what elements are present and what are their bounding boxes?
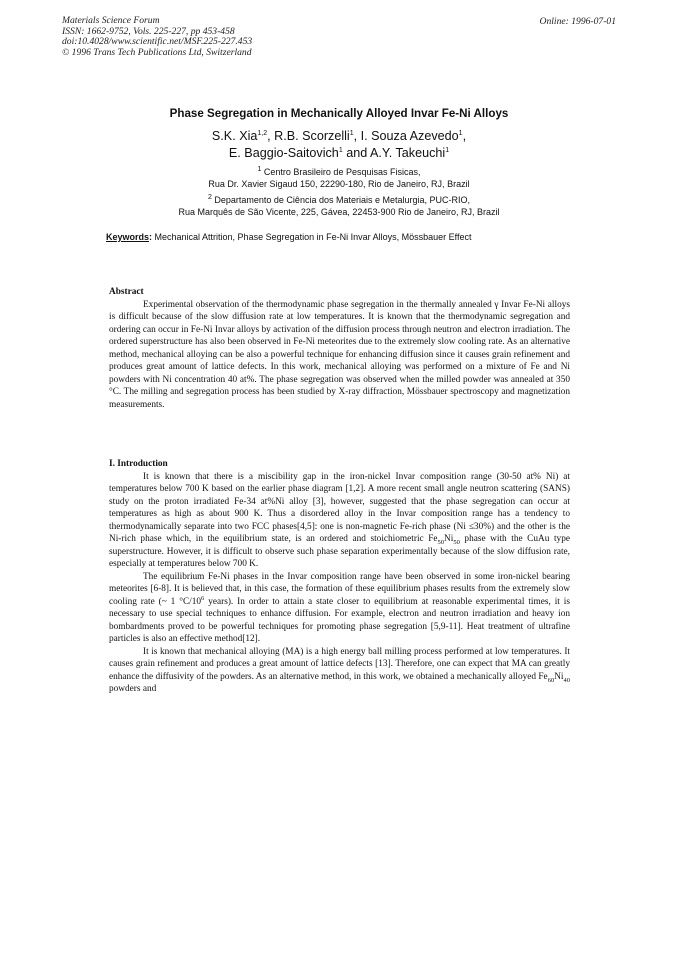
author-list [0,128,678,162]
author-line-2 [0,145,678,162]
author-affil-sup: 1,2 [257,129,268,137]
affiliation-name: Centro Brasileiro de Pesquisas Fisicas, [261,167,421,177]
intro-paragraph-2: The equilibrium Fe-Ni phases in the Invar composition range have been observed in some iron-nickel bearing meteorites [6-8]. It is believed that, in this case, the formation of these equilibrium phases results from the extremely slow cooling rate (~ 1 $^\circ C/10^6$ years). In order to attain a state closer to equilibrium at reasonable experimental times, it is necessary to use special techniques to enhance diffusion. For example, electron and neutron irradiation and heavy ion bombardments proved to be powerful techniques for promoting phase segregation [5,9-11]. Heat treatment of ultrafine particles is also an effective method[12]. [109,571,570,644]
author-affil-sup: 1 [349,129,354,137]
doi-line: doi:10.4028/www.scientific.net/MSF.225-227.453 [62,36,253,48]
keywords-text: Mechanical Attrition, Phase Segregation in Fe-Ni Invar Alloys, Mössbauer Effect [152,232,472,242]
affiliation-address: Rua Dr. Xavier Sigaud 150, 22290-180, Rio de Janeiro, RJ, Brazil [208,179,470,190]
affiliation-1 [0,166,678,191]
author-name: S.K. Xia [211,129,258,143]
paper-title: Phase Segregation in Mechanically Alloyed Invar Fe-Ni Alloys [169,107,509,120]
abstract-text: Experimental observation of the thermodynamic phase segregation in the thermally annealed γ Invar Fe-Ni alloys is difficult because of the slow diffusion rate at low temperatures. It is known that the thermodynamic segregation and ordering can occur in Fe-Ni Invar alloys by activation of the diffusion process through neutron and electron irradiation. The ordered superstructure has also been observed in Fe-Ni meteorites due to the extremely slow cooling rate. As an alternative method, mechanical alloying can be also a powerful technique for enhancing diffusion since it causes grain refinement and produces great amount of lattice defects. In this work, mechanical alloying was performed on a mixture of Fe and Ni powders with Ni concentration 40 at%. The phase segregation was observed when the milled powder was annealed at 350 °C. The milling and segregation process has been studied by X-ray diffraction, Mössbauer spectroscopy and magnetization measurements. [109,299,570,410]
journal-header [62,16,252,58]
introduction-section [109,458,570,696]
abstract-heading: Abstract [109,287,144,297]
online-date: Online: 1996-07-01 [539,16,616,27]
affiliation-2 [0,194,678,219]
author-affil-sup: 1 [445,146,450,154]
author-affil-sup: 1 [338,146,343,154]
author-name: , I. Souza Azevedo [353,129,459,143]
copyright-line: © 1996 Trans Tech Publications Ltd, Switzerland [62,46,252,58]
introduction-heading: I. Introduction [109,459,168,469]
affiliation-name: Departamento de Ciência dos Materiais e Metalurgia, PUC-RIO, [211,195,470,205]
abstract-section [109,286,570,411]
affiliation-sup: 1 [257,166,262,173]
issn-line: ISSN: 1662-9752, Vols. 225-227, pp 453-458 [62,25,235,37]
journal-name: Materials Science Forum [62,15,160,26]
intro-paragraph-1: It is known that there is a miscibility gap in the iron-nickel Invar composition range (30-50 at% Ni) at temperatures below 700 K based on the earlier phase diagram [1,2]. A more recent small angle neutron scattering (SANS) study on the proton irradiated Fe-34 at%Ni alloy [3], however, suggested that the phase segregation can occur at temperatures as high as about 900 K. Thus a disordered alloy in the Invar composition range has a tendency to thermodynamically separate into two FCC phases[4,5]: one is non-magnetic Fe-rich phase (Ni ≤30%) and the other is the Ni-rich phase which, in the equilibrium state, is an ordered and stoichiometric $Fe_{50}Ni_{50}$ phase with the CuAu type superstructure. However, it is difficult to observe such phase separation experimentally because of the slow diffusion rate, especially at temperatures below 700 K. [109,471,570,569]
affiliation-address: Rua Marquês de São Vicente, 225, Gávea, 22453-900 Rio de Janeiro, RJ, Brazil [178,207,500,218]
author-sep: , [462,129,467,143]
intro-paragraph-3: It is known that mechanical alloying (MA) is a high energy ball milling process performed at low temperatures. It causes grain refinement and produces a great amount of lattice defects [13]. Therefore, one can expect that MA can greatly enhance the diffusivity of the powders. As an alternative method, in this work, we obtained a mechanically alloyed $Fe_{60}Ni_{40}$ powders and [109,646,570,694]
author-name: and A.Y. Takeuchi [342,146,446,160]
keywords-line [106,232,576,242]
author-name: , R.B. Scorzelli [267,129,350,143]
author-name: E. Baggio-Saitovich [228,146,339,160]
author-line-1 [0,128,678,145]
affiliation-sup: 2 [207,194,212,201]
keywords-label: Keywords [106,232,150,242]
keywords-colon: : [149,232,153,242]
author-affil-sup: 1 [458,129,463,137]
